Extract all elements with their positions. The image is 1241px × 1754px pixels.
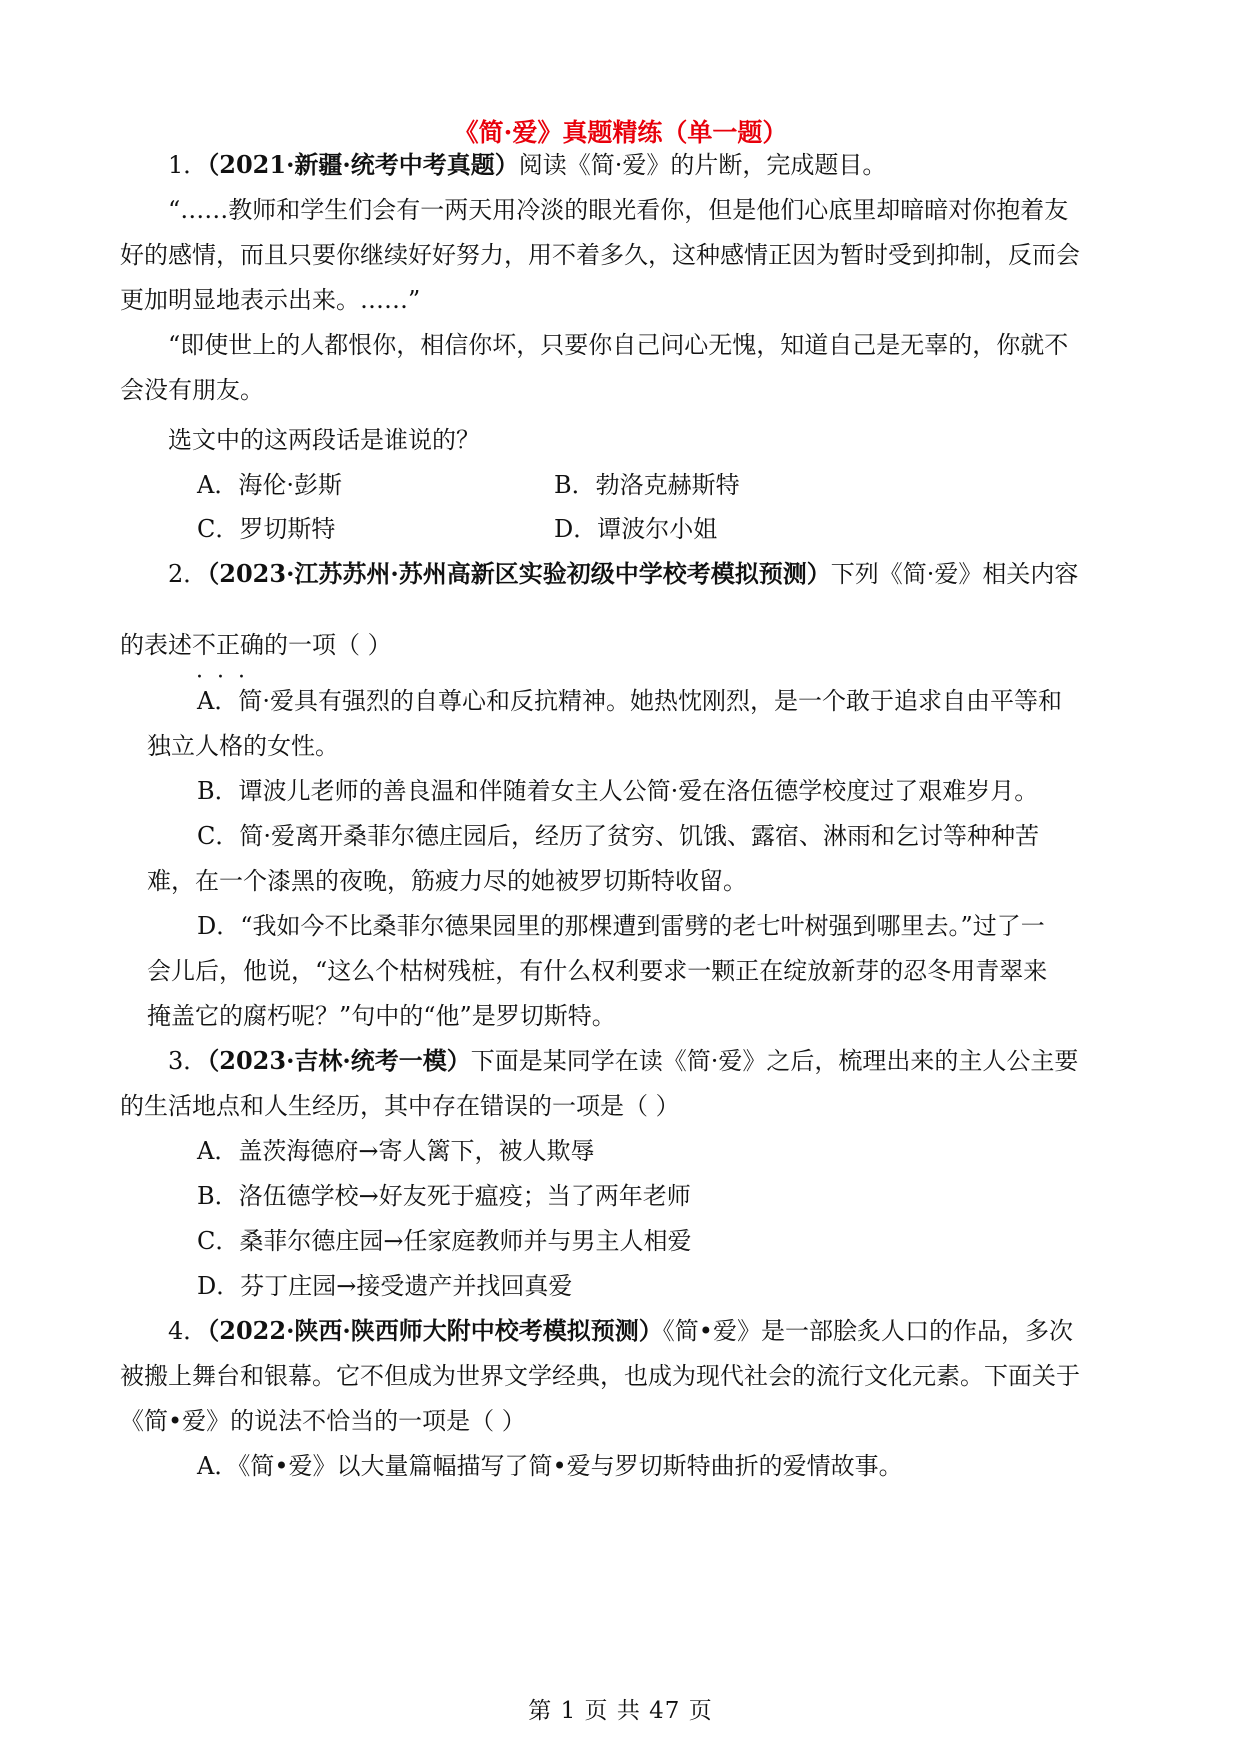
passage-line: 好的感情，而且只要你继续好好努力，用不着多久，这种感情正因为暂时受到抑制，反而会 bbox=[120, 241, 1080, 269]
option-d: D．“我如今不比桑菲尔德果园里的那棵遭到雷劈的老七叶树强到哪里去。”过了一 bbox=[197, 912, 1045, 940]
question-stem-line: 的生活地点和人生经历，其中存在错误的一项是（ ） bbox=[120, 1092, 680, 1120]
question-number: 3． bbox=[168, 1047, 208, 1075]
option-c: C．桑菲尔德庄园→任家庭教师并与男主人相爱 bbox=[197, 1227, 692, 1255]
page-footer: 第 1 页 共 47 页 bbox=[528, 1698, 713, 1724]
question-number: 2． bbox=[168, 560, 208, 588]
question-number: 4． bbox=[168, 1317, 208, 1345]
question-source: （2021·新疆·统考中考真题） bbox=[207, 150, 519, 179]
passage-line: “即使世上的人都恨你，相信你坏，只要你自己问心无愧，知道自己是无辜的，你就不 bbox=[168, 331, 1069, 359]
question-number: 1． bbox=[168, 151, 208, 179]
option-b: B．洛伍德学校→好友死于瘟疫；当了两年老师 bbox=[197, 1182, 691, 1210]
option-c: C．罗切斯特 bbox=[197, 515, 336, 543]
option-d: D．谭波尔小姐 bbox=[554, 515, 718, 543]
option-c: C．简·爱离开桑菲尔德庄园后，经历了贫穷、饥饿、露宿、淋雨和乞讨等种种苦 bbox=[197, 822, 1039, 850]
question-stem: 下列《简·爱》相关内容 bbox=[830, 560, 1079, 588]
question-3-stem bbox=[168, 1046, 1178, 1076]
option-b: B．勃洛克赫斯特 bbox=[554, 471, 740, 499]
option-d-cont: 会儿后，他说，“这么个枯树残桩，有什么权利要求一颗正在绽放新芽的忍冬用青翠来 bbox=[147, 957, 1048, 985]
question-stem-line: 的表述不正确的一项（ ） bbox=[120, 631, 392, 659]
question-1-stem bbox=[168, 150, 1178, 180]
option-d-cont: 掩盖它的腐朽呢？”句中的“他”是罗切斯特。 bbox=[147, 1002, 616, 1030]
option-d: D．芬丁庄园→接受遗产并找回真爱 bbox=[197, 1272, 573, 1300]
question-stem-line: 被搬上舞台和银幕。它不但成为世界文学经典，也成为现代社会的流行文化元素。下面关于 bbox=[120, 1362, 1080, 1390]
option-a: A．海伦·彭斯 bbox=[197, 471, 342, 499]
question-stem: 下面是某同学在读《简·爱》之后，梳理出来的主人公主要 bbox=[470, 1047, 1079, 1075]
question-stem: 《简•爱》是一部脍炙人口的作品，多次 bbox=[662, 1317, 1073, 1345]
question-stem: 阅读《简·爱》的片断，完成题目。 bbox=[518, 151, 887, 179]
option-b: B．谭波儿老师的善良温和伴随着女主人公简·爱在洛伍德学校度过了艰难岁月。 bbox=[197, 777, 1039, 805]
passage-line: 会没有朋友。 bbox=[120, 376, 264, 404]
option-a: A．盖茨海德府→寄人篱下，被人欺辱 bbox=[197, 1137, 595, 1165]
option-a-cont: 独立人格的女性。 bbox=[147, 732, 339, 760]
question-source: （2022·陕西·陕西师大附中校考模拟预测） bbox=[207, 1316, 663, 1345]
emphasis-dots: ··· bbox=[196, 665, 259, 690]
question-source: （2023·江苏苏州·苏州高新区实验初级中学校考模拟预测） bbox=[207, 559, 831, 588]
question-2-stem bbox=[168, 559, 1178, 589]
passage-line: 更加明显地表示出来。……” bbox=[120, 286, 421, 314]
passage-line: “……教师和学生们会有一两天用冷淡的眼光看你，但是他们心底里却暗暗对你抱着友 bbox=[168, 196, 1069, 224]
question-source: （2023·吉林·统考一模） bbox=[207, 1046, 471, 1075]
option-a: A．简·爱具有强烈的自尊心和反抗精神。她热忱刚烈，是一个敢于追求自由平等和 bbox=[197, 687, 1062, 715]
page-title: 《简·爱》真题精练（单一题） bbox=[453, 118, 788, 147]
option-a: A．《简•爱》以大量篇幅描写了简•爱与罗切斯特曲折的爱情故事。 bbox=[197, 1452, 903, 1480]
question-stem-line: 《简•爱》的说法不恰当的一项是（ ） bbox=[120, 1407, 526, 1435]
question-4-stem bbox=[168, 1316, 1178, 1346]
question-prompt: 选文中的这两段话是谁说的？ bbox=[168, 426, 480, 454]
option-c-cont: 难，在一个漆黑的夜晚，筋疲力尽的她被罗切斯特收留。 bbox=[147, 867, 747, 895]
